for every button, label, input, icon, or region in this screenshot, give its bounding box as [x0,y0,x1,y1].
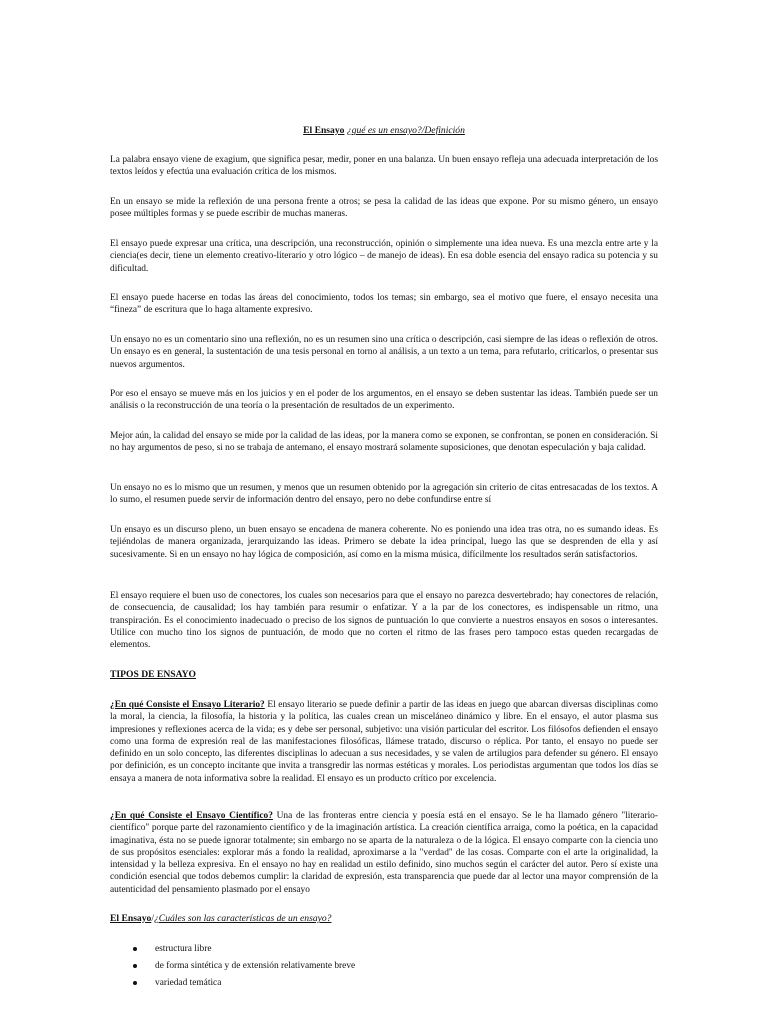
characteristics-list [110,941,510,992]
paragraph: Mejor aún, la calidad del ensayo se mide por la calidad de las ideas, por la manera como se exponen, se confrontan, se ponen en consideración. Si no hay argumentos de peso, si no se trabaja de antemano, el ensayo mostrará solamente suposiciones, que denotan especulación y baja calidad. [110,431,658,454]
bullet-icon [133,964,137,968]
paragraph: Por eso el ensayo se mueve más en los juicios y en el poder de los argumentos, en el ensayo se deben sustentar las ideas. También puede ser un análisis o la reconstrucción de una teoría o la presentación de resultados de un experimento. [110,389,658,412]
paragraph: El ensayo requiere el buen uso de conectores, los cuales son necesarios para que el ensayo no parezca desvertebrado; hay conectores de relación, de consecuencia, de causalidad; los hay también para resumir o enfatizar. Y a la par de los conectores, es indispensable un ritmo, una transpiración. Es el conocimiento inadecuado o preciso de los signos de puntuación lo que convierte a nuestros ensayos en sosos o interesantes. Utilice con mucho tino los signos de puntuación, de modo que no corten el ritmo de las frases pero tampoco estas queden recargadas de elementos. [110,591,658,651]
tipos-heading: TIPOS DE ENSAYO [110,669,197,680]
literario-text: El ensayo literario se puede definir a partir de las ideas en juego que abarcan diversas disciplinas como la moral, la ciencia, la filosofía, la historia y la política, las cuales crean un misceláneo dinámico y libre. En el ensayo, el autor plasma sus impresiones y reflexiones acerca de la vida; es y debe ser personal, subjetivo: una visión particular del escritor. Los filósofos defienden el ensayo como una forma de expresión real de las manifestaciones filosóficas, llámese tratado, discurso o réplica. Por tanto, el ensayo no puede ser definido en un solo concepto, las diferentes disciplinas lo adecuan a sus necesidades, y se valen de artilugios para defender su género. El ensayo por definición, es un concepto incitante que invita a transgredir las normas estéticas y morales. Los periodistas argumentan que todos los días se ensaya a manera de nota informativa sobre la realidad. El ensayo es un producto crítico por excelencia. [110,700,658,784]
list-item-label: variedad temática [155,978,222,988]
title-main: El Ensayo [303,125,345,136]
list-item [110,975,510,992]
literario-paragraph [110,699,658,785]
bullet-icon [133,981,137,985]
list-item [110,941,510,958]
cientifico-lead: ¿En qué Consiste el Ensayo Científico? [110,811,273,821]
caracteristicas-sub: ¿Cuáles son las características de un ensayo? [154,913,332,924]
caracteristicas-heading: El Ensayo/¿Cuáles son las características de un ensayo? [110,913,332,924]
literario-lead: ¿En qué Consiste el Ensayo Literario? [110,700,265,710]
list-item-label: de forma sintética y de extensión relativamente breve [155,961,356,971]
list-item-label: estructura libre [155,944,212,954]
paragraph: En un ensayo se mide la reflexión de una persona frente a otros; se pesa la calidad de las ideas que expone. Por su mismo género, un ensayo posee múltiples formas y se puede escribir de muchas maneras. [110,197,658,220]
paragraph: Un ensayo es un discurso pleno, un buen ensayo se encadena de manera coherente. No es poniendo una idea tras otra, no es sumando ideas. Es tejiéndolas de manera organizada, jerarquizando las ideas. Primero se debate la idea principal, luego las que se desprenden de ella y así sucesivamente. Si en un ensayo no hay lógica de composición, así como en la misma música, difícilmente los resultados serán satisfactorios. [110,525,658,560]
cientifico-paragraph [110,810,658,896]
list-item [110,958,510,975]
paragraph: El ensayo puede expresar una crítica, una descripción, una reconstrucción, opinión o simplemente una idea nueva. Es una mezcla entre arte y la ciencia(es decir, tiene un elemento creativo-literario y otro lógico – de manejo de ideas). En esa doble esencia del ensayo radica su potencia y su dificultad. [110,239,658,274]
caracteristicas-main: El Ensayo [110,913,152,924]
bullet-icon [133,947,137,951]
page-title [0,125,768,137]
cientifico-text: Una de las fronteras entre ciencia y poesía está en el ensayo. Se le ha llamado género "literario-científico" porque parte del razonamiento científico y de la imaginación artística. La creación científica arraiga, como la poética, en la capacidad imaginativa, ésta no se puede ignorar totalmente; sin embargo no se aparta de la naturaleza o de la lógica. El ensayo comparte con la ciencia uno de sus propósitos esenciales: explorar más a fondo la realidad, aproximarse a la "verdad" de las cosas. Comparte con el arte la originalidad, la intensidad y la belleza expresiva. En el ensayo no hay en realidad un estilo definido, sino muchos según el carácter del autor. Pero sí existe una condición esencial que todos debemos cumplir: la claridad de expresión, esta transparencia que puede dar al lector una mayor comprensión de la autenticidad del pensamiento plasmado por el ensayo [110,811,658,895]
paragraph: Un ensayo no es lo mismo que un resumen, y menos que un resumen obtenido por la agregación sin criterio de citas entresacadas de los textos. A lo sumo, el resumen puede servir de información dentro del ensayo, pero no debe confundirse entre sí [110,483,658,506]
title-sub: ¿qué es un ensayo?/Definición [346,125,465,136]
paragraph: Un ensayo no es un comentario sino una reflexión, no es un resumen sino una crítica o descripción, casi siempre de las ideas o reflexión de otros. Un ensayo es en general, la sustentación de una tesis personal en torno al análisis, a un texto a un tema, para refutarlo, criticarlos, o presentar sus nuevos argumentos. [110,335,658,370]
paragraph: La palabra ensayo viene de exagium, que significa pesar, medir, poner en una balanza. Un buen ensayo refleja una adecuada interpretación de los textos leídos y efectúa una evaluación crítica de los mismos. [110,155,658,178]
paragraph: El ensayo puede hacerse en todas las áreas del conocimiento, todos los temas; sin embargo, sea el motivo que fuere, el ensayo necesita una “fineza” de escritura que lo haga altamente expresivo. [110,293,658,316]
